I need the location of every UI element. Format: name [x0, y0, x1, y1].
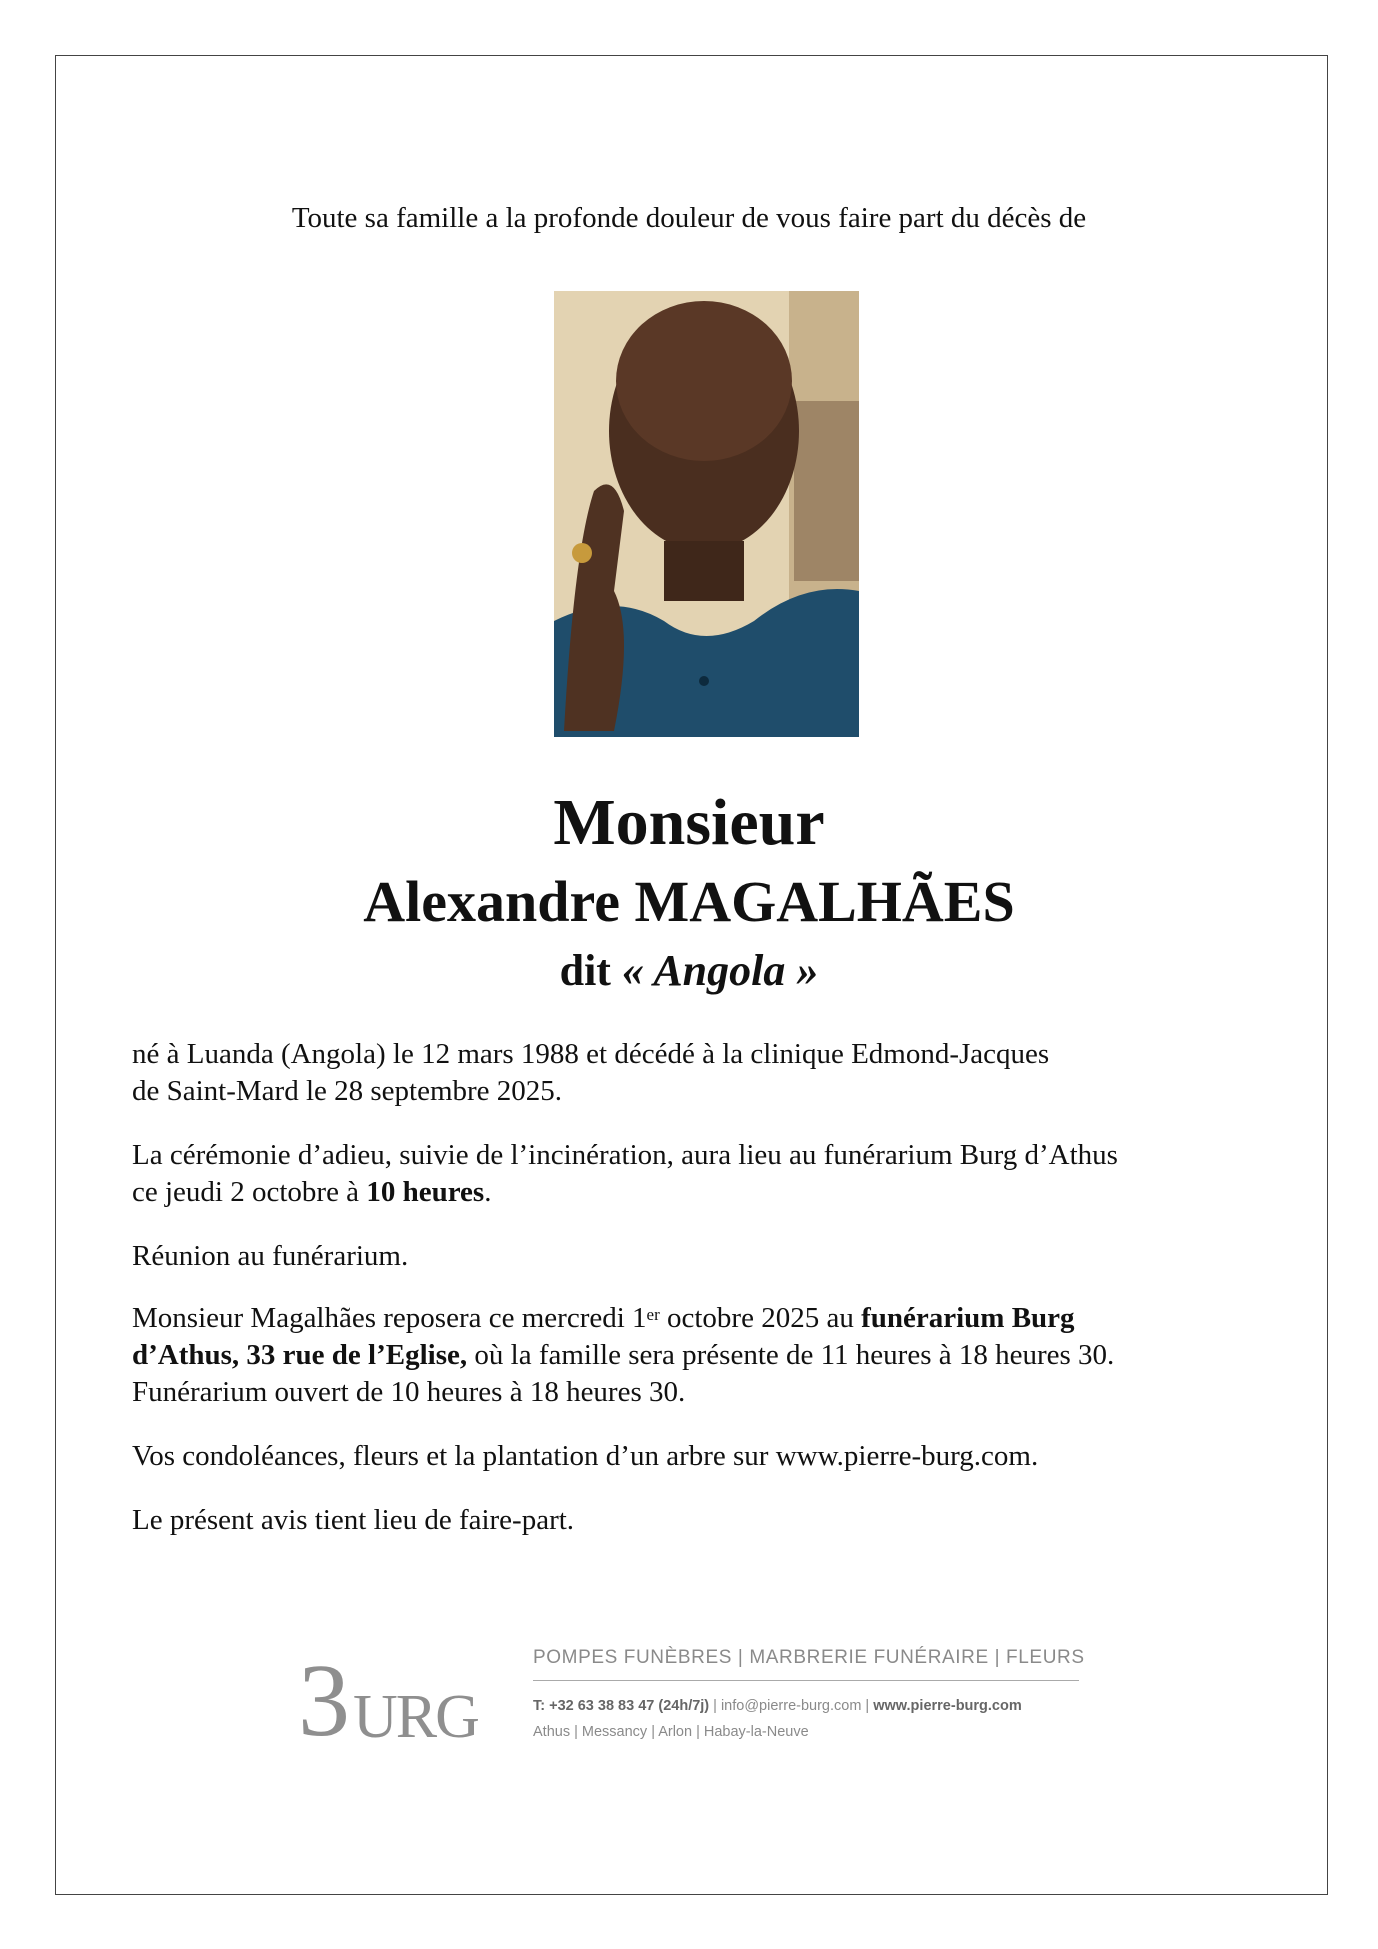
footer-divider — [533, 1680, 1079, 1681]
nickname: « Angola » — [621, 946, 819, 995]
svg-text:URG: URG — [353, 1683, 478, 1745]
honorific-title: Monsieur — [553, 786, 825, 859]
footer-email: | info@pierre-burg.com | — [709, 1698, 874, 1714]
burg-logo — [298, 1645, 498, 1745]
ceremony-line-2 — [132, 1174, 1272, 1211]
footer-contact — [533, 1698, 1022, 1714]
ceremony-period: . — [484, 1176, 492, 1208]
rest-line-2 — [132, 1337, 1272, 1374]
ceremony-line-1: La cérémonie d’adieu, suivie de l’incinération, aura lieu au funérarium Burg d’Athus — [132, 1139, 1118, 1171]
birth-line-1: né à Luanda (Angola) le 12 mars 1988 et décédé à la clinique Edmond-Jacques — [132, 1038, 1050, 1070]
rest-address: d’Athus, 33 rue de l’Eglise, — [132, 1339, 468, 1371]
rest-place: funérarium Burg — [861, 1302, 1075, 1334]
birth-death-paragraph — [132, 1036, 1272, 1110]
footer-hours: (24h/7j) — [658, 1698, 710, 1714]
rest-line-3: Funérarium ouvert de 10 heures à 18 heures 30. — [132, 1376, 686, 1408]
deceased-name: Alexandre MAGALHÃES — [363, 869, 1015, 934]
rest-superscript: er — [646, 1305, 660, 1324]
footer-locations: Athus | Messancy | Arlon | Habay-la-Neuve — [533, 1724, 809, 1740]
ceremony-text: ce jeudi 2 octobre à — [132, 1176, 367, 1208]
ceremony-paragraph — [132, 1137, 1272, 1211]
condolences-paragraph: Vos condoléances, fleurs et la plantation d’un arbre sur www.pierre-burg.com. — [132, 1440, 1039, 1472]
rest-text: Monsieur Magalhães reposera ce mercredi 1 — [132, 1302, 647, 1334]
svg-text:3: 3 — [298, 1645, 350, 1745]
portrait-photo — [554, 291, 859, 737]
meeting-paragraph: Réunion au funérarium. — [132, 1240, 409, 1272]
rest-hours: où la famille sera présente de 11 heures à 18 heures 30. — [467, 1339, 1115, 1371]
birth-line-2: de Saint-Mard le 28 septembre 2025. — [132, 1075, 563, 1107]
rest-date: octobre 2025 au — [659, 1302, 862, 1334]
footer-phone: T: +32 63 38 83 47 — [533, 1698, 659, 1714]
rest-paragraph — [132, 1300, 1272, 1411]
notice-paragraph: Le présent avis tient lieu de faire-part. — [132, 1504, 575, 1536]
nickname-line — [0, 945, 1378, 996]
dit-prefix: dit — [559, 946, 611, 995]
ceremony-time: 10 heures — [366, 1176, 485, 1208]
rest-line-1 — [132, 1300, 1272, 1337]
footer-services: POMPES FUNÈBRES | MARBRERIE FUNÉRAIRE | FLEURS — [533, 1647, 1085, 1668]
intro-text: Toute sa famille a la profonde douleur de vous faire part du décès de — [291, 202, 1087, 234]
footer-website: www.pierre-burg.com — [873, 1698, 1022, 1714]
